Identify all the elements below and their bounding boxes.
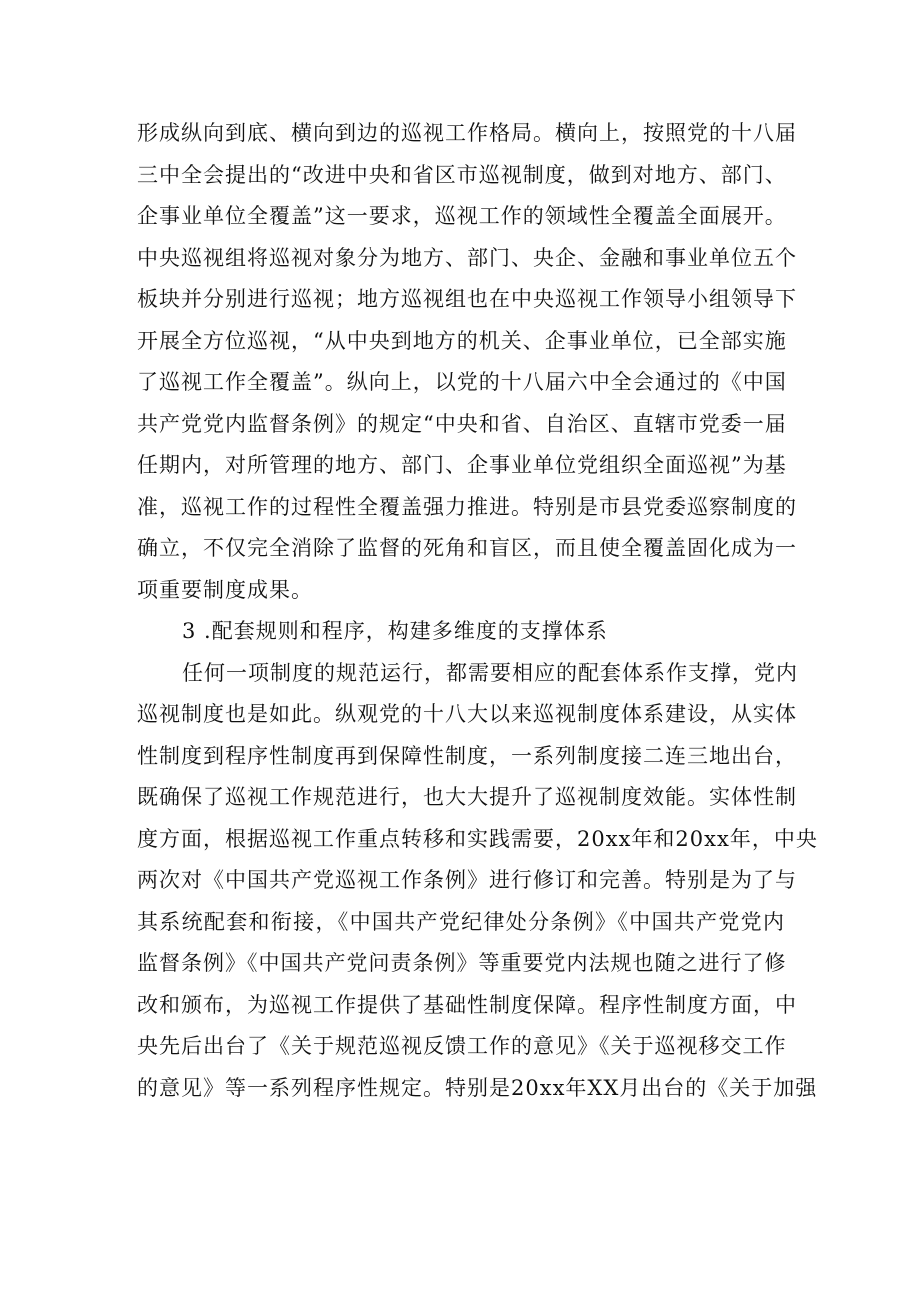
text-line: 监督条例》《中国共产党问责条例》等重要党内法规也随之进行了修 [137,951,787,975]
text-line: 度方面，根据巡视工作重点转移和实践需要，20xx年和20xx年，中央 [137,826,818,851]
text-line: 三中全会提出的“改进中央和省区市巡视制度，做到对地方、部门、 [137,162,787,187]
document-body [137,113,818,1109]
text-line: 两次对《中国共产党巡视工作条例》进行修订和完善。特别是为了与 [137,868,797,892]
text-line: 改和颁布，为巡视工作提供了基础性制度保障。程序性制度方面，中 [137,992,797,1017]
text-line: 形成纵向到底、横向到边的巡视工作格局。横向上，按照党的十八届 [137,121,797,145]
text-line: 央先后出台了《关于规范巡视反馈工作的意见》《关于巡视移交工作 [137,1034,787,1058]
text-line: 巡视制度也是如此。纵观党的十八大以来巡视制度体系建设，从实体 [137,702,797,726]
text-line: 性制度到程序性制度再到保障性制度，一系列制度接二连三地出台， [137,743,797,768]
text-line: 中央巡视组将巡视对象分为地方、部门、央企、金融和事业单位五个 [137,245,797,270]
paragraph-2 [137,653,818,1110]
text-line: 了巡视工作全覆盖”。纵向上，以党的十八届六中全会通过的《中国 [137,370,787,394]
text-line: 其系统配套和衔接，《中国共产党纪律处分条例》《中国共产党党内 [137,909,785,934]
text-line: 开展全方位巡视，“从中央到地方的机关、企事业单位，已全部实施 [137,328,787,353]
text-line: 的意见》等一系列程序性规定。特别是20xx年XX月出台的《关于加强 [137,1075,818,1100]
text-line: 确立，不仅完全消除了监督的死角和盲区，而且使全覆盖固化成为一 [137,536,797,560]
text-line: 共产党党内监督条例》的规定“中央和省、自治区、直辖市党委一届 [137,411,787,436]
text-line: 任何一项制度的规范运行，都需要相应的配套体系作支撑，党内 [182,660,798,685]
text-line: 板块并分别进行巡视；地方巡视组也在中央巡视工作领导小组领导下 [137,287,797,311]
text-line: 准，巡视工作的过程性全覆盖强力推进。特别是市县党委巡察制度的 [137,494,797,519]
text-line: 任期内，对所管理的地方、部门、企事业单位党组织全面巡视”为基 [137,453,787,477]
paragraph-1 [137,113,797,611]
text-line: 项重要制度成果。 [137,577,313,602]
text-line: 既确保了巡视工作规范进行，也大大提升了巡视制度效能。实体性制 [137,785,797,809]
section-heading: 3 .配套规则和程序，构建多维度的支撑体系 [182,619,608,643]
text-line: 企事业单位全覆盖”这一要求，巡视工作的领域性全覆盖全面展开。 [137,204,787,228]
